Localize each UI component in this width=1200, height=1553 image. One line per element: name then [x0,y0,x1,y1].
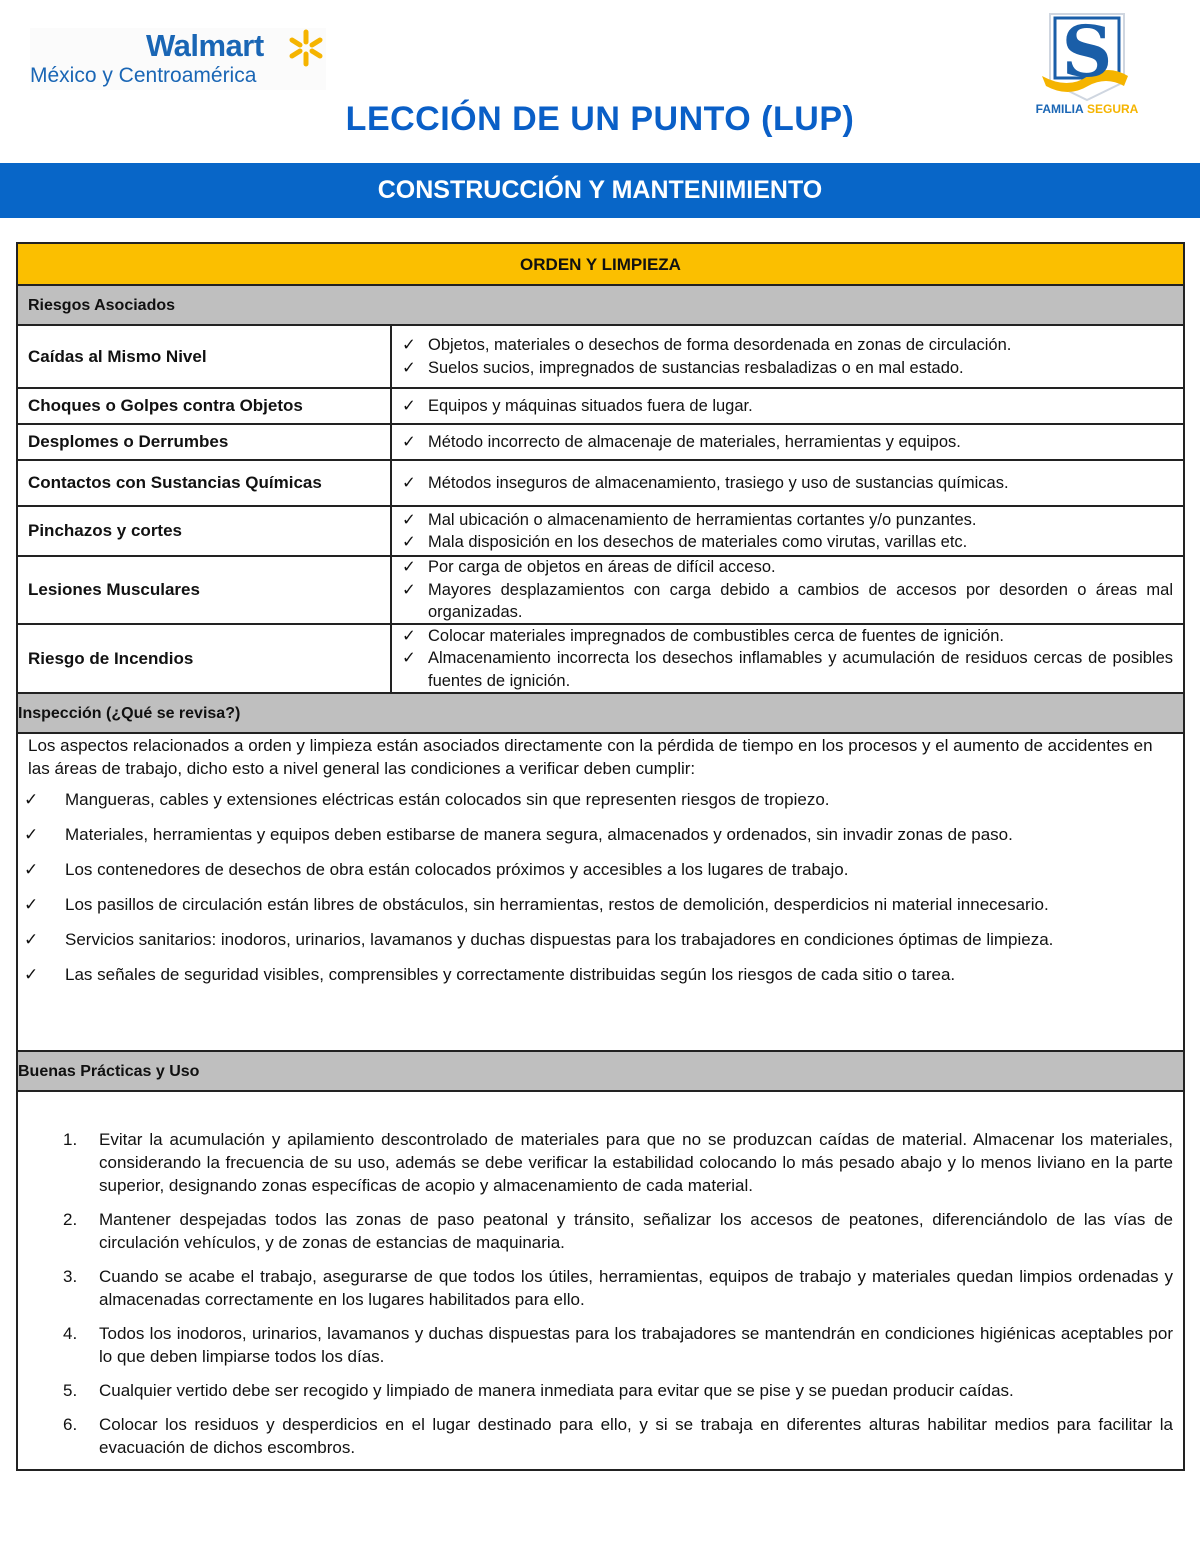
risk-item-text: Objetos, materiales o desechos de forma desordenada en zonas de circulación. [428,336,1012,354]
risk-item [402,556,1173,579]
check-icon: ✓ [24,790,39,809]
inspection-item-text: Servicios sanitarios: inodoros, urinarios, lavamanos y duchas dispuestas para los trabajadores en condiciones óptimas de limpieza. [65,930,1054,949]
check-icon: ✓ [402,396,416,415]
risk-item [402,431,1173,454]
risk-name: Pinchazos y cortes [18,507,392,555]
risk-items [392,326,1183,387]
risk-item [402,334,1173,357]
risk-item-text: Mayores desplazamientos con carga debido a cambios de accesos por desorden o áreas mal organizadas. [428,580,1173,622]
check-icon: ✓ [402,432,416,451]
practice-item [63,1322,1173,1368]
risk-item [402,395,1173,418]
practice-text: Evitar la acumulación y apilamiento descontrolado de materiales para que no se produzcan caídas de material. Almacenar los materiales, considerando la frecuencia de su uso, además se debe verificar la estabilidad colocando lo más pesado abajo y lo menos liviano en la parte superior, designando zonas específicas de acopio y almacenamiento de cada material. [99,1130,1173,1195]
risk-item-text: Métodos inseguros de almacenamiento, trasiego y uso de sustancias químicas. [428,473,1009,492]
risk-item-text: Mala disposición en los desechos de materiales como virutas, varillas etc. [428,533,968,551]
risk-item-text: Suelos sucios, impregnados de sustancias resbaladizas o en mal estado. [428,358,964,377]
risk-item [402,579,1173,624]
risk-name: Caídas al Mismo Nivel [18,326,392,387]
walmart-brand: Walmart [146,28,264,63]
risk-row [18,326,1183,389]
risk-item-text: Método incorrecto de almacenaje de materiales, herramientas y equipos. [428,432,961,451]
page-title: LECCIÓN DE UN PUNTO (LUP) [345,100,855,138]
risk-row [18,461,1183,507]
practice-item [63,1379,1173,1402]
check-icon: ✓ [402,580,416,599]
inspection-item [24,893,1173,916]
risk-name: Riesgo de Incendios [18,625,392,692]
risk-item-text: Almacenamiento incorrecta los desechos inflamables y acumulación de residuos cercas de posibles fuentes de ignición. [428,649,1173,690]
practice-item [63,1413,1173,1459]
inspection-item [24,928,1173,951]
section-title [18,244,1183,286]
familia-segura-label: FAMILIA SEGURA [1035,102,1139,116]
risk-name: Lesiones Musculares [18,557,392,623]
risk-item [402,472,1173,495]
risk-item [402,625,1173,648]
inspection-header: Inspección (¿Qué se revisa?) [18,694,1183,734]
walmart-subtitle: México y Centroamérica [30,64,257,87]
risk-row [18,389,1183,425]
check-icon: ✓ [24,825,39,844]
section-band: CONSTRUCCIÓN Y MANTENIMIENTO [0,163,1200,218]
risk-item [402,357,1173,380]
shield-s-icon [1028,10,1146,102]
risk-items [392,425,1183,459]
risk-row [18,557,1183,625]
practice-number: 2. [63,1210,78,1229]
walmart-spark-icon [286,28,326,68]
risk-item-text: Por carga de objetos en áreas de difícil acceso. [428,558,776,577]
inspection-item-text: Las señales de seguridad visibles, comprensibles y correctamente distribuidas según los riesgos de cada sitio o tarea. [65,965,956,984]
practice-number: 1. [63,1130,78,1149]
practice-text: Todos los inodoros, urinarios, lavamanos y duchas dispuestas para los trabajadores se mantendrán en condiciones higiénicas aceptables por lo que deben limpiarse todos los días. [99,1324,1173,1366]
practices-header: Buenas Prácticas y Uso [18,1052,1183,1092]
practice-text: Cuando se acabe el trabajo, asegurarse de que todos los útiles, herramientas, equipos de trabajo y materiales quedan limpios ordenadas y almacenadas correctamente en los lugares habilitados para ello. [99,1267,1173,1309]
practice-text: Colocar los residuos y desperdicios en el lugar destinado para ello, y si se trabaja en diferentes alturas habilitar medios para facilitar la evacuación de dichos escombros. [99,1415,1173,1457]
check-icon: ✓ [24,965,39,984]
practice-item [63,1128,1173,1197]
inspection-item [24,963,1173,986]
practice-item [63,1208,1173,1254]
risk-items [392,507,1183,555]
inspection-item [24,788,1173,811]
risks-header: Riesgos Asociados [18,286,1183,326]
section-title-text: ORDEN Y LIMPIEZA [520,255,681,274]
check-icon: ✓ [402,558,416,577]
risk-item-text: Mal ubicación o almacenamiento de herramientas cortantes y/o punzantes. [428,510,977,529]
practice-number: 4. [63,1324,78,1343]
check-icon: ✓ [402,649,416,668]
practice-number: 6. [63,1415,78,1434]
check-icon: ✓ [402,358,416,377]
check-icon: ✓ [24,895,39,914]
risk-row [18,625,1183,694]
practices-body [18,1092,1183,1469]
check-icon: ✓ [402,336,416,354]
check-icon: ✓ [402,533,416,551]
inspection-intro: Los aspectos relacionados a orden y limpieza están asociados directamente con la pérdida de tiempo en los procesos y el aumento de accidentes en las áreas de trabajo, dicho esto a nivel general las condiciones a verificar deben cumplir: [28,736,1153,778]
risk-row [18,507,1183,557]
risk-item [402,509,1173,532]
risk-name: Choques o Golpes contra Objetos [18,389,392,423]
check-icon: ✓ [402,473,416,492]
risk-name: Contactos con Sustancias Químicas [18,461,392,505]
practice-text: Cualquier vertido debe ser recogido y limpiado de manera inmediata para evitar que se pise y se puedan producir caídas. [99,1381,1014,1400]
practice-number: 3. [63,1267,78,1286]
practice-text: Mantener despejadas todos las zonas de paso peatonal y tránsito, señalizar los accesos de peatones, diferenciándolo de las vías de circulación vehículos, y de zonas de estancias de maquinaria. [99,1210,1173,1252]
risk-name: Desplomes o Derrumbes [18,425,392,459]
risk-item-text: Colocar materiales impregnados de combustibles cerca de fuentes de ignición. [428,626,1004,645]
risk-row [18,425,1183,461]
walmart-logo [30,28,326,90]
inspection-item-text: Los contenedores de desechos de obra están colocados próximos y accesibles a los lugares de trabajo. [65,860,849,879]
risk-item [402,531,1173,554]
risk-item-text: Equipos y máquinas situados fuera de lugar. [428,396,753,415]
inspection-item [24,823,1173,846]
practice-item [63,1265,1173,1311]
risk-items [392,625,1183,692]
svg-text:S: S [1061,10,1113,93]
lup-table [16,242,1185,1471]
risk-items [392,389,1183,423]
check-icon: ✓ [402,510,416,529]
inspection-item [24,858,1173,881]
check-icon: ✓ [24,860,39,879]
inspection-item-text: Materiales, herramientas y equipos deben estibarse de manera segura, almacenados y ordenados, sin invadir zonas de paso. [65,825,1013,844]
check-icon: ✓ [24,930,39,949]
inspection-body [18,734,1183,1052]
risk-item [402,647,1173,692]
inspection-item-text: Los pasillos de circulación están libres de obstáculos, sin herramientas, restos de demolición, desperdicios ni material innecesario. [65,895,1049,914]
inspection-item-text: Mangueras, cables y extensiones eléctricas están colocados sin que representen riesgos de tropiezo. [65,790,830,809]
practice-number: 5. [63,1381,78,1400]
risk-items [392,557,1183,623]
risk-items [392,461,1183,505]
check-icon: ✓ [402,626,416,645]
